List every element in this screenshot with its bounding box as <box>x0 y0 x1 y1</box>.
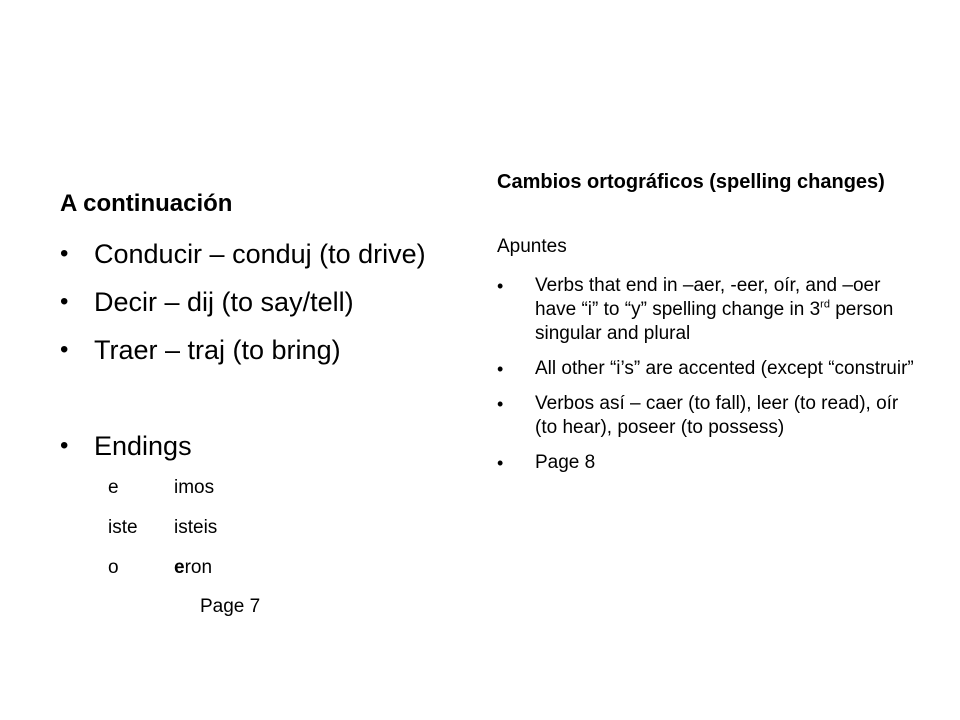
endings-row <box>104 556 480 580</box>
bullet-icon: • <box>60 288 69 315</box>
endings-label: Endings <box>94 431 192 461</box>
left-heading: A continuación <box>60 190 233 217</box>
ending-plural-bold: e <box>174 557 185 578</box>
endings-row <box>104 516 480 540</box>
bullet-icon: • <box>497 276 504 296</box>
list-item-text: Conducir – conduj (to drive) <box>94 239 426 269</box>
list-item-endings <box>60 428 480 464</box>
list-item <box>60 284 480 320</box>
ending-singular: o <box>108 557 119 578</box>
ending-singular: iste <box>108 517 138 538</box>
bullet-icon: • <box>60 432 69 459</box>
bullet-icon: • <box>497 453 504 473</box>
list-item <box>60 236 480 272</box>
left-bullet-list <box>60 236 480 618</box>
list-item-text: All other “i’s” are accented (except “construir” <box>535 358 914 379</box>
endings-table <box>104 476 480 618</box>
spacer <box>60 380 480 428</box>
endings-row <box>104 476 480 500</box>
page-reference: Page 7 <box>200 596 261 617</box>
bullet-icon: • <box>497 359 504 379</box>
list-item <box>497 274 917 346</box>
list-item-text: Traer – traj (to bring) <box>94 335 341 365</box>
ending-plural <box>174 556 212 580</box>
list-item <box>497 357 917 381</box>
list-item-text: Page 8 <box>535 452 596 473</box>
ending-plural: imos <box>174 477 215 498</box>
list-item-text: Decir – dij (to say/tell) <box>94 287 354 317</box>
list-item <box>60 332 480 368</box>
right-bullet-list <box>497 274 917 486</box>
list-item <box>497 392 917 440</box>
list-item-text-a: Verbs that end in –aer, -eer, oír, and –oer have “i” to “y” spelling change in 3 <box>535 275 881 320</box>
list-item-superscript: rd <box>820 298 830 311</box>
ending-singular: e <box>108 477 119 498</box>
list-item <box>497 451 917 475</box>
ending-plural-rest: ron <box>184 557 213 578</box>
list-item-text-b: person singular and plural <box>535 299 894 344</box>
right-subheading: Apuntes <box>497 236 567 257</box>
ending-plural: isteis <box>174 517 218 538</box>
bullet-icon: • <box>497 394 504 414</box>
right-heading: Cambios ortográficos (spelling changes) <box>497 171 885 193</box>
bullet-icon: • <box>60 336 69 363</box>
list-item-text: Verbos así – caer (to fall), leer (to read), oír (to hear), poseer (to possess) <box>535 393 899 438</box>
bullet-icon: • <box>60 240 69 267</box>
